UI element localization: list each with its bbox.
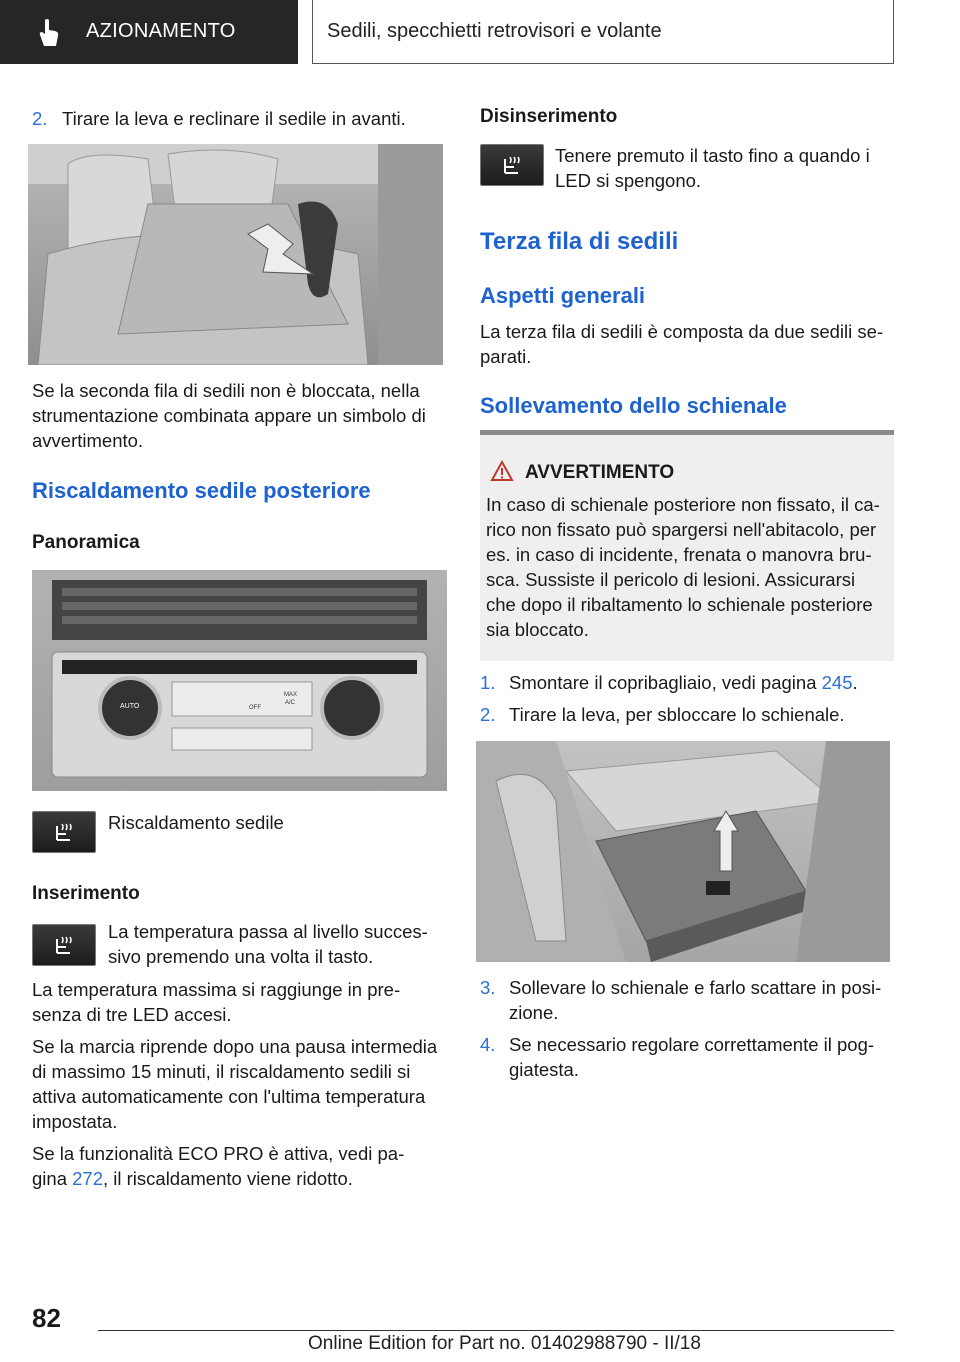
warning-text: sca. Sussiste il pericolo di lesioni. Assicurarsi (486, 569, 856, 590)
step-number: 3. (480, 977, 496, 998)
page-link[interactable]: 245 (821, 672, 853, 693)
paragraph: sivo premendo una volta il tasto. (108, 946, 374, 967)
step-text: Tirare la leva e reclinare il sedile in avanti. (62, 108, 406, 129)
paragraph: attiva automaticamente con l'ultima temperatura (32, 1086, 426, 1107)
seat-heating-icon (500, 153, 524, 177)
edition-text: Online Edition for Part no. 01402988790 - II/18 (308, 1333, 701, 1354)
paragraph: senza di tre LED accesi. (32, 1004, 232, 1025)
seat-heating-button-image (32, 924, 96, 966)
step-number: 2. (480, 704, 496, 725)
seat-heating-button-image (480, 144, 544, 186)
warning-text: es. in caso di incidente, frenata o manovra bru- (486, 544, 872, 565)
seat-heating-button-image (32, 811, 96, 853)
section-heading: Terza fila di sedili (480, 228, 679, 255)
step-text: giatesta. (509, 1059, 579, 1080)
step-text: Se necessario regolare correttamente il pog- (509, 1034, 875, 1055)
warning-title: AVVERTIMENTO (525, 462, 675, 483)
warning-box (480, 430, 894, 661)
paragraph: Se la marcia riprende dopo una pausa intermedia (32, 1036, 438, 1057)
section-heading: Riscaldamento sedile posteriore (32, 478, 371, 503)
seat-heating-icon (52, 933, 76, 957)
panel-label-ac: A/C (285, 700, 296, 706)
footer-divider (98, 1330, 894, 1331)
trunk-backrest-image (476, 741, 890, 962)
chapter-title: Sedili, specchietti retrovisori e volante (327, 20, 662, 42)
step-text: zione. (509, 1002, 559, 1023)
subheading: Disinserimento (480, 106, 618, 127)
step-text: Sollevare lo schienale e farlo scattare in posi- (509, 977, 882, 998)
page-link[interactable]: 272 (72, 1168, 103, 1189)
paragraph: Se la seconda fila di sedili non è bloccata, nella (32, 380, 420, 401)
paragraph: impostata. (32, 1111, 118, 1132)
paragraph: LED si spengono. (555, 170, 702, 191)
step-number: 1. (480, 672, 496, 693)
step-number: 4. (480, 1034, 496, 1055)
paragraph: Se la funzionalità ECO PRO è attiva, vedi pa- (32, 1143, 405, 1164)
warning-text: rico non fissato può spargersi nell'abitacolo, per (486, 519, 877, 540)
text-fragment: gina (32, 1168, 73, 1189)
paragraph (32, 1166, 353, 1191)
page-number: 82 (32, 1303, 61, 1333)
paragraph: La temperatura passa al livello succes- (108, 921, 428, 942)
paragraph: avvertimento. (32, 430, 144, 451)
text-fragment: . (852, 672, 858, 693)
panel-label-max: MAX (284, 692, 298, 698)
paragraph: strumentazione combinata appare un simbolo di (32, 405, 426, 426)
warning-text: In caso di schienale posteriore non fissato, il ca- (486, 494, 880, 515)
subsection-heading: Sollevamento dello schienale (480, 393, 787, 418)
hand-pointer-icon (38, 18, 60, 48)
rear-climate-panel-image (32, 570, 447, 791)
step-text (509, 670, 858, 695)
icon-caption: Riscaldamento sedile (108, 812, 284, 833)
warning-text: sia bloccato. (486, 619, 589, 640)
paragraph: di massimo 15 minuti, il riscaldamento sedili si (32, 1061, 411, 1082)
text-fragment: Smontare il copribagliaio, vedi pagina (509, 672, 822, 693)
subheading: Inserimento (32, 883, 140, 904)
warning-triangle-icon (490, 460, 514, 482)
panel-label-off: OFF (249, 705, 261, 711)
panel-label-auto: AUTO (120, 703, 140, 710)
paragraph: Tenere premuto il tasto fino a quando i (555, 145, 870, 166)
step-number: 2. (32, 108, 48, 129)
section-title: AZIONAMENTO (86, 20, 236, 42)
subheading: Panoramica (32, 532, 140, 553)
text-fragment: , il riscaldamento viene ridotto. (103, 1168, 353, 1189)
paragraph: parati. (480, 346, 532, 367)
paragraph: La temperatura massima si raggiunge in pre- (32, 979, 401, 1000)
paragraph: La terza fila di sedili è composta da due sedili se- (480, 321, 884, 342)
section-tab (0, 0, 298, 64)
warning-text: che dopo il ribaltamento lo schienale posteriore (486, 594, 873, 615)
seat-heating-icon (52, 820, 76, 844)
second-row-seat-image (28, 144, 443, 365)
chapter-tab (312, 0, 894, 64)
subsection-heading: Aspetti generali (480, 283, 646, 308)
step-text: Tirare la leva, per sbloccare lo schienale. (509, 704, 845, 725)
